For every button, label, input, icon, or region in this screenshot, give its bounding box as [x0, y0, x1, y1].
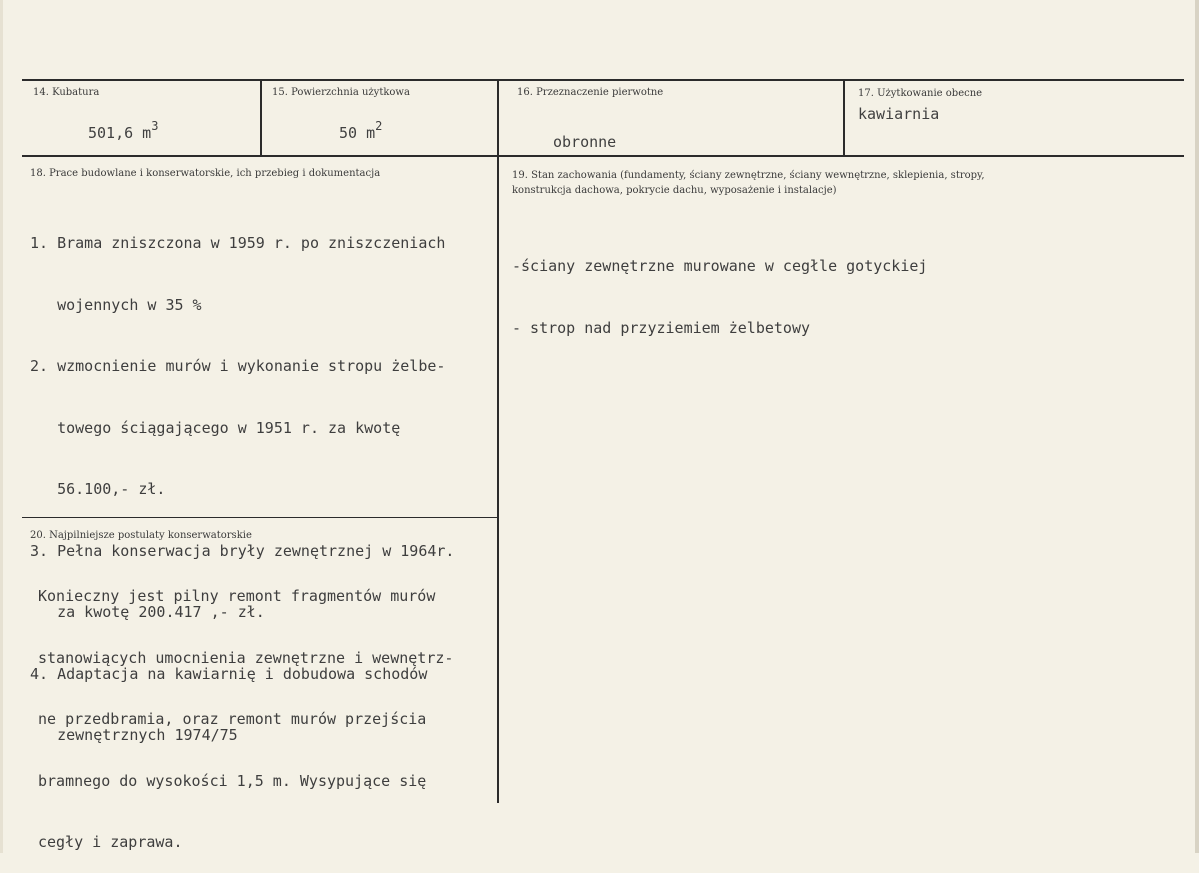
field-18-label: 18. Prace budowlane i konserwatorskie, ich przebieg i dokumentacja	[30, 168, 381, 179]
field-19-label-line-1: 19. Stan zachowania (fundamenty, ściany zewnętrzne, ściany wewnętrzne, sklepienia, stropy,	[512, 170, 985, 181]
row1-bottom-rule	[22, 155, 1184, 157]
field-20-label: 20. Najpilniejsze postulaty konserwatorskie	[30, 530, 252, 541]
field-15-value	[339, 121, 382, 142]
field-18-line: zewnętrznych 1974/75	[30, 726, 238, 744]
field-16-label: 16. Przeznaczenie pierwotne	[517, 87, 664, 98]
field-20-line: bramnego do wysokości 1,5 m. Wysypujące się	[38, 771, 427, 790]
field-18-line: wojennych w 35 %	[30, 295, 202, 314]
field-19-text	[512, 215, 927, 359]
paper-edge-left	[0, 0, 3, 853]
field-20-line: Konieczny jest pilny remont fragmentów murów	[38, 587, 436, 605]
field-16-value: obronne	[553, 133, 617, 151]
field-15-label: 15. Powierzchnia użytkowa	[272, 87, 410, 98]
field-18-line: za kwotę 200.417 ,- zł.	[30, 603, 265, 621]
field-20-text	[38, 545, 453, 873]
field-14-unit-exponent: 3	[151, 119, 159, 133]
field-17-label: 17. Użytkowanie obecne	[858, 88, 983, 99]
field-14-label: 14. Kubatura	[33, 87, 100, 98]
field-17-value: kawiarnia	[858, 105, 940, 123]
col-divider-1	[260, 79, 262, 155]
field-14-value-text: 501,6 m	[88, 124, 152, 142]
field-18-line: 56.100,- zł.	[30, 480, 166, 498]
field-18-line: towego ściągającego w 1951 r. za kwotę	[30, 418, 401, 437]
field-15-value-text: 50 m	[339, 124, 376, 142]
paper-edge-right	[1195, 0, 1199, 853]
field-15-unit-exponent: 2	[375, 119, 383, 133]
field-20-line: stanowiących umocnienia zewnętrzne i wewnętrz-	[38, 648, 454, 667]
field-20-line: ne przedbramia, oraz remont murów przejścia	[38, 710, 427, 728]
field-18-line: 4. Adaptacja na kawiarnię i dobudowa schodów	[30, 664, 428, 683]
col-divider-3	[843, 79, 845, 155]
field-20-line: cegły i zaprawa.	[38, 833, 183, 851]
field-18-line: 3. Pełna konserwacja bryły zewnętrznej w 1964r.	[30, 541, 455, 560]
field-19-label	[512, 168, 985, 198]
field-19-line: -ściany zewnętrzne murowane w cegłle gotyckiej	[512, 257, 928, 275]
col-divider-2	[497, 79, 499, 803]
field-19-label-line-2: konstrukcja dachowa, pokrycie dachu, wyposażenie i instalacje)	[512, 185, 837, 196]
field-18-line: 2. wzmocnienie murów i wykonanie stropu żelbe-	[30, 357, 446, 375]
top-rule	[22, 79, 1184, 81]
field-14-value	[88, 121, 158, 142]
field-19-line: - strop nad przyziemiem żelbetowy	[512, 318, 811, 337]
field-18-line: 1. Brama zniszczona w 1959 r. po zniszczeniach	[30, 234, 446, 252]
